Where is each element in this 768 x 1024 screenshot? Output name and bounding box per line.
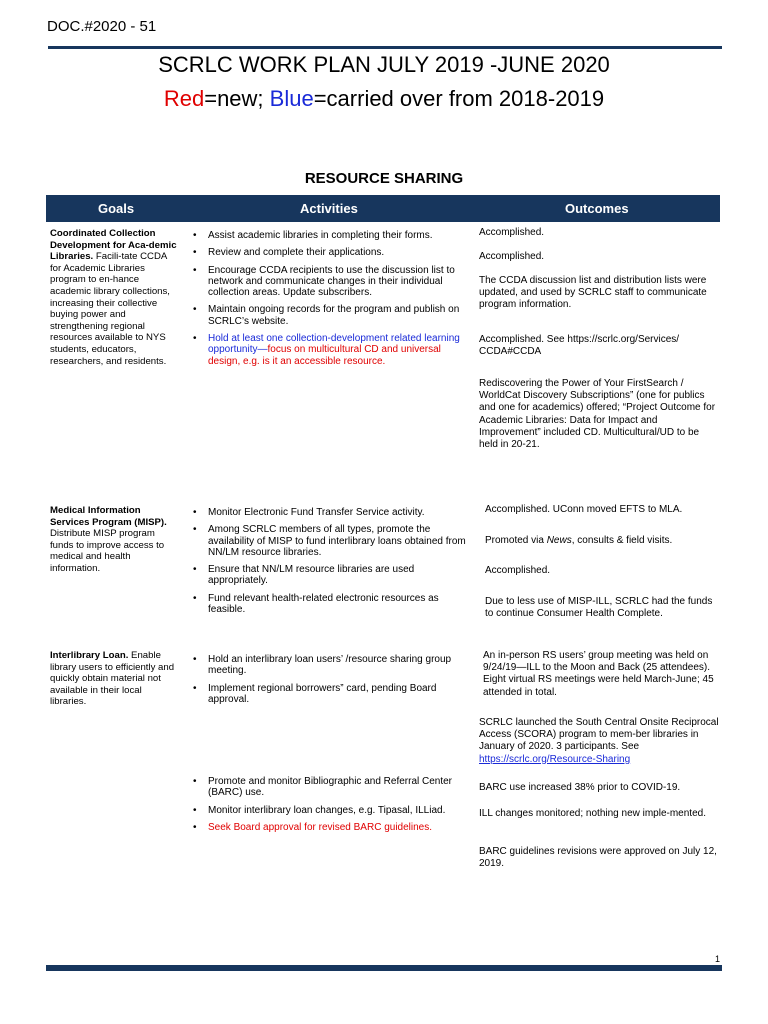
outcome-item: Accomplished. [479, 227, 545, 238]
outcome-text: , consults & field visits. [571, 535, 673, 546]
list-item: • Maintain ongoing records for the program and publish on SCRLC’s website. [190, 304, 472, 327]
outcome-item: Accomplished. See https://scrlc.org/Services/ CCDA#CCDA [479, 334, 680, 358]
activity-new-text: Seek Board approval for revised BARC guidelines. [208, 821, 433, 833]
legend-red-text: =new; [204, 86, 270, 111]
outcome-item: Accomplished. UConn moved EFTS to MLA. [485, 504, 683, 515]
goal-misp-heading: Medical Information Services Program (MISP). [50, 505, 167, 528]
outcome-item: Rediscovering the Power of Your FirstSearch / WorldCat Discovery Subscriptions” (one for publics and one for academics) offered; “Project Outcome for Academic Libraries: Data for Impact and Improvement” included CD. Multicultural/UD to be held in 20-21. [479, 378, 716, 451]
outcome-item: BARC guidelines revisions were approved on July 12, 2019. [479, 846, 717, 870]
activity-new-text: focus on multicultural CD and universal design, e.g. is it an accessible resource. [208, 344, 441, 367]
resource-sharing-link[interactable]: https://scrlc.org/Resource-Sharing [479, 753, 631, 765]
goal-ill-heading: Interlibrary Loan. [50, 650, 129, 661]
goal-misp [50, 505, 178, 575]
legend-blue-word: Blue [269, 86, 314, 111]
goal-misp-text: Distribute MISP program funds to improve access to medical and health information. [50, 528, 165, 574]
outcome-item: BARC use increased 38% prior to COVID-19. [479, 782, 681, 793]
goal-ccda-text: Facili-tate CCDA for Academic Libraries program to en-hance academic library collections, increasing their collective buying power and strengthening regional resources available to NYS students, educators, researchers, and residents. [50, 251, 170, 367]
list-item: • Assist academic libraries in completing their forms. [190, 230, 472, 241]
outcome-item: Accomplished. [479, 251, 545, 262]
list-item: • Monitor Electronic Fund Transfer Service activity. [190, 507, 472, 518]
activities-ill-b [190, 776, 472, 839]
color-legend [0, 86, 768, 112]
section-title: RESOURCE SHARING [304, 170, 464, 187]
legend-red-word: Red [163, 86, 205, 111]
activities-ill-a [190, 654, 472, 711]
document-number: DOC.#2020 - 51 [47, 18, 157, 35]
goal-ill-text: Enable library users to efficiently and quickly obtain material not available in their local libraries. [50, 650, 175, 708]
bottom-rule [46, 965, 722, 971]
outcome-italic-text: News [546, 535, 572, 546]
column-goals: Goals [98, 201, 135, 216]
outcome-item: Accomplished. [485, 565, 551, 576]
table-header [46, 195, 720, 222]
list-item: • Among SCRLC members of all types, promote the availability of MISP to fund interlibrary loans obtained from NN/LM resource libraries. [190, 524, 472, 558]
outcome-text: SCRLC launched the South Central Onsite Reciprocal Access (SCORA) program to mem-ber libraries in January of 2020. 3 participants. See [479, 717, 719, 753]
column-activities: Activities [300, 201, 358, 216]
column-outcomes: Outcomes [565, 201, 629, 216]
outcome-item [485, 535, 720, 547]
list-item: • Monitor interlibrary loan changes, e.g. Tipasal, ILLiad. [190, 805, 472, 816]
list-item [190, 333, 472, 367]
page-number: 1 [714, 954, 720, 964]
goal-ill [50, 650, 178, 708]
outcome-text: Promoted via [485, 535, 547, 546]
list-item [190, 822, 472, 833]
goal-ccda-heading: Coordinated Collection Development for Aca-demic Libraries. [50, 228, 177, 263]
outcome-item: The CCDA discussion list and distribution lists were updated, and used by SCRLC staff to communicate program information. [479, 275, 707, 311]
goal-ccda [50, 228, 178, 367]
list-item: • Fund relevant health-related electronic resources as feasible. [190, 593, 472, 616]
outcome-item: ILL changes monitored; nothing new imple-mented. [479, 808, 706, 819]
list-item: • Promote and monitor Bibliographic and Referral Center (BARC) use. [190, 776, 472, 799]
activities-misp [190, 507, 472, 621]
outcome-item: Due to less use of MISP-ILL, SCRLC had the funds to continue Consumer Health Complete. [485, 596, 713, 620]
list-item: • Ensure that NN/LM resource libraries are used appropriately. [190, 564, 472, 587]
legend-blue-text: =carried over from 2018-2019 [313, 86, 605, 111]
outcome-item: An in-person RS users’ group meeting was held on 9/24/19—ILL to the Moon and Back (25 attendees). Eight virtual RS meetings were held March-June; 45 attended in total. [483, 650, 714, 698]
list-item: • Encourage CCDA recipients to use the discussion list to network and communicate changes in their individual collection areas. Update subscribers. [190, 265, 472, 299]
activity-carried-over-text: Hold at least one collection-development related learning opportunity— [208, 333, 460, 356]
list-item: • Review and complete their applications. [190, 247, 472, 258]
outcome-item [479, 717, 719, 766]
list-item: • Implement regional borrowers” card, pending Board approval. [190, 683, 472, 706]
page-title: SCRLC WORK PLAN JULY 2019 -JUNE 2020 [158, 52, 610, 77]
top-rule [48, 46, 722, 49]
list-item: • Hold an interlibrary loan users’ /resource sharing group meeting. [190, 654, 472, 677]
activities-ccda [190, 230, 472, 373]
